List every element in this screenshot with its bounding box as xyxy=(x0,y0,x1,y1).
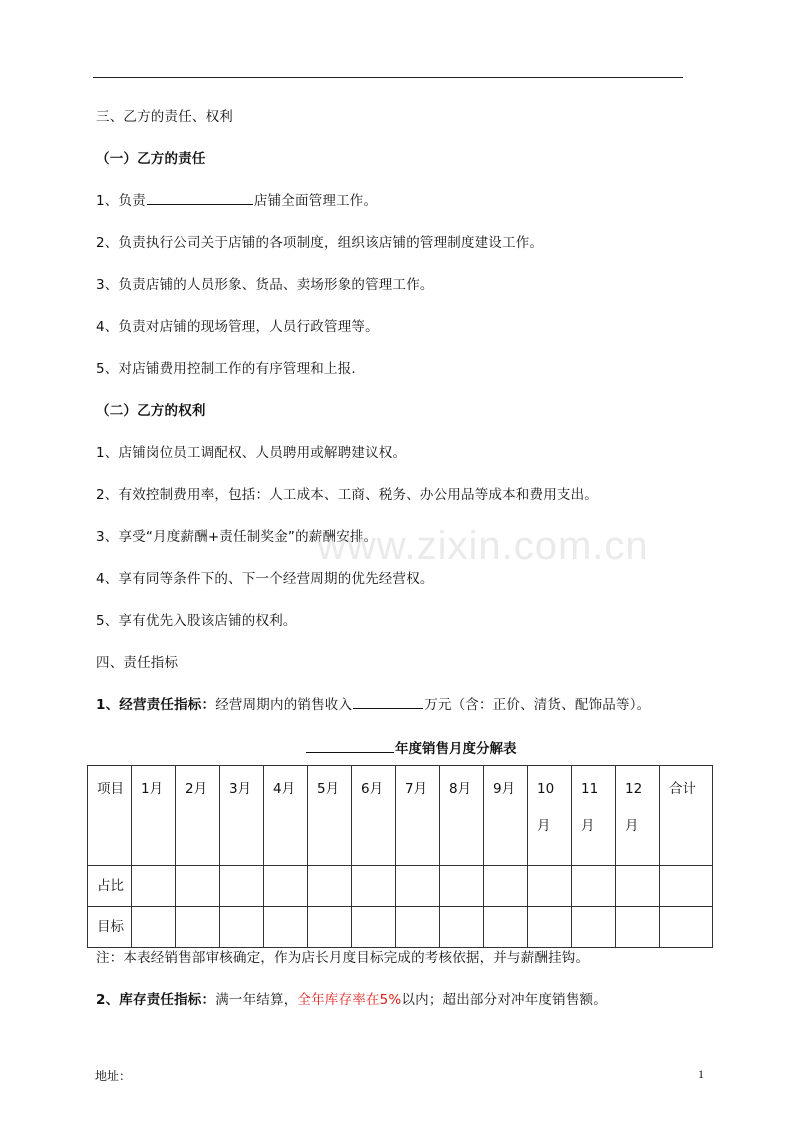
responsibility-item-3: 3、负责店铺的人员形象、货品、卖场形象的管理工作。 xyxy=(96,277,434,293)
month-unit: 月 xyxy=(625,818,639,834)
kpi-operating-text: 经营周期内的销售收入 xyxy=(215,697,353,713)
table-cell[interactable] xyxy=(484,907,528,948)
kpi-inventory-text: 满一年结算， xyxy=(215,992,298,1008)
kpi-operating-unit: 万元（含：正价、清货、配饰品等）。 xyxy=(424,697,651,713)
table-header-cell xyxy=(616,766,660,866)
table-cell[interactable] xyxy=(176,907,220,948)
table-cell[interactable] xyxy=(528,866,572,907)
table-cell[interactable] xyxy=(220,866,264,907)
table-header-row xyxy=(88,766,713,866)
monthly-sales-table xyxy=(87,765,713,948)
section-4-heading: 四、责任指标 xyxy=(96,655,179,671)
table-cell[interactable] xyxy=(132,907,176,948)
month-number: 12 xyxy=(625,781,643,797)
footer-page-number: 1 xyxy=(698,1067,704,1081)
kpi-operating-label: 1、经营责任指标： xyxy=(96,697,216,713)
table-cell[interactable] xyxy=(176,866,220,907)
table-cell[interactable] xyxy=(572,866,616,907)
table-cell[interactable] xyxy=(440,907,484,948)
rights-item-5: 5、享有优先入股该店铺的权利。 xyxy=(96,613,297,629)
table-cell[interactable] xyxy=(572,907,616,948)
kpi-inventory-text-end: 以内；超出部分对冲年度销售额。 xyxy=(401,992,607,1008)
table-header-cell: 5月 xyxy=(308,766,352,866)
table-cell[interactable] xyxy=(616,907,660,948)
rights-item-1: 1、店铺岗位员工调配权、人员聘用或解聘建议权。 xyxy=(96,445,407,461)
table-cell[interactable] xyxy=(264,866,308,907)
table-header-cell-total: 合计 xyxy=(660,766,713,866)
table-header-cell: 2月 xyxy=(176,766,220,866)
table-cell[interactable] xyxy=(528,907,572,948)
responsibility-item-4: 4、负责对店铺的现场管理，人员行政管理等。 xyxy=(96,319,379,335)
table-cell[interactable] xyxy=(308,907,352,948)
table-cell[interactable] xyxy=(616,866,660,907)
monthly-table-title-text: 年度销售月度分解表 xyxy=(395,741,517,757)
table-cell[interactable] xyxy=(132,866,176,907)
footer-address-label: 地址： xyxy=(95,1069,132,1083)
watermark: www.zixin.com.cn xyxy=(317,524,649,568)
fill-in-blank-revenue xyxy=(353,696,423,709)
table-header-cell xyxy=(528,766,572,866)
table-cell[interactable] xyxy=(660,866,713,907)
subsection-rights-heading: （二）乙方的权利 xyxy=(96,403,206,419)
month-unit: 月 xyxy=(581,818,595,834)
rights-item-4: 4、享有同等条件下的、下一个经营周期的优先经营权。 xyxy=(96,571,434,587)
table-cell[interactable] xyxy=(352,866,396,907)
table-cell[interactable] xyxy=(220,907,264,948)
responsibility-item-5: 5、对店铺费用控制工作的有序管理和上报. xyxy=(96,361,356,377)
responsibility-item-1-prefix: 1、负责 xyxy=(96,193,146,209)
month-unit: 月 xyxy=(537,818,551,834)
kpi-inventory-label: 2、库存责任指标： xyxy=(96,992,216,1008)
kpi-inventory-highlight: 全年库存率在5% xyxy=(297,992,402,1008)
table-cell[interactable] xyxy=(396,907,440,948)
table-header-cell: 3月 xyxy=(220,766,264,866)
table-header-cell: 1月 xyxy=(132,766,176,866)
table-header-cell: 4月 xyxy=(264,766,308,866)
table-cell[interactable] xyxy=(308,866,352,907)
responsibility-item-2: 2、负责执行公司关于店铺的各项制度，组织该店铺的管理制度建设工作。 xyxy=(96,235,544,251)
table-cell[interactable] xyxy=(264,907,308,948)
kpi-operating xyxy=(96,696,650,714)
table-header-cell xyxy=(572,766,616,866)
section-3-heading: 三、乙方的责任、权利 xyxy=(96,109,233,125)
table-header-cell: 7月 xyxy=(396,766,440,866)
fill-in-blank-store xyxy=(147,192,253,205)
table-row-target xyxy=(88,907,713,948)
responsibility-item-1 xyxy=(96,192,377,210)
table-note: 注：本表经销售部审核确定，作为店长月度目标完成的考核依据，并与薪酬挂钩。 xyxy=(96,950,590,966)
fill-in-blank-year xyxy=(306,740,394,753)
table-header-cell: 项目 xyxy=(88,766,132,866)
kpi-inventory xyxy=(96,991,607,1009)
rights-item-3: 3、享受“月度薪酬+责任制奖金”的薪酬安排。 xyxy=(96,529,378,545)
header-rule xyxy=(93,77,683,78)
responsibility-item-1-suffix: 店铺全面管理工作。 xyxy=(253,193,378,209)
table-cell[interactable] xyxy=(484,866,528,907)
table-cell[interactable] xyxy=(660,907,713,948)
month-number: 11 xyxy=(581,781,599,797)
table-cell[interactable] xyxy=(396,866,440,907)
table-header-cell: 6月 xyxy=(352,766,396,866)
row-label: 目标 xyxy=(88,907,132,948)
row-label: 占比 xyxy=(88,866,132,907)
table-row-ratio xyxy=(88,866,713,907)
table-header-cell: 9月 xyxy=(484,766,528,866)
subsection-responsibilities-heading: （一）乙方的责任 xyxy=(96,151,206,167)
table-cell[interactable] xyxy=(440,866,484,907)
rights-item-2: 2、有效控制费用率，包括：人工成本、工商、税务、办公用品等成本和费用支出。 xyxy=(96,487,598,503)
month-number: 10 xyxy=(537,781,555,797)
monthly-table-title xyxy=(305,737,517,757)
table-header-cell: 8月 xyxy=(440,766,484,866)
table-cell[interactable] xyxy=(352,907,396,948)
